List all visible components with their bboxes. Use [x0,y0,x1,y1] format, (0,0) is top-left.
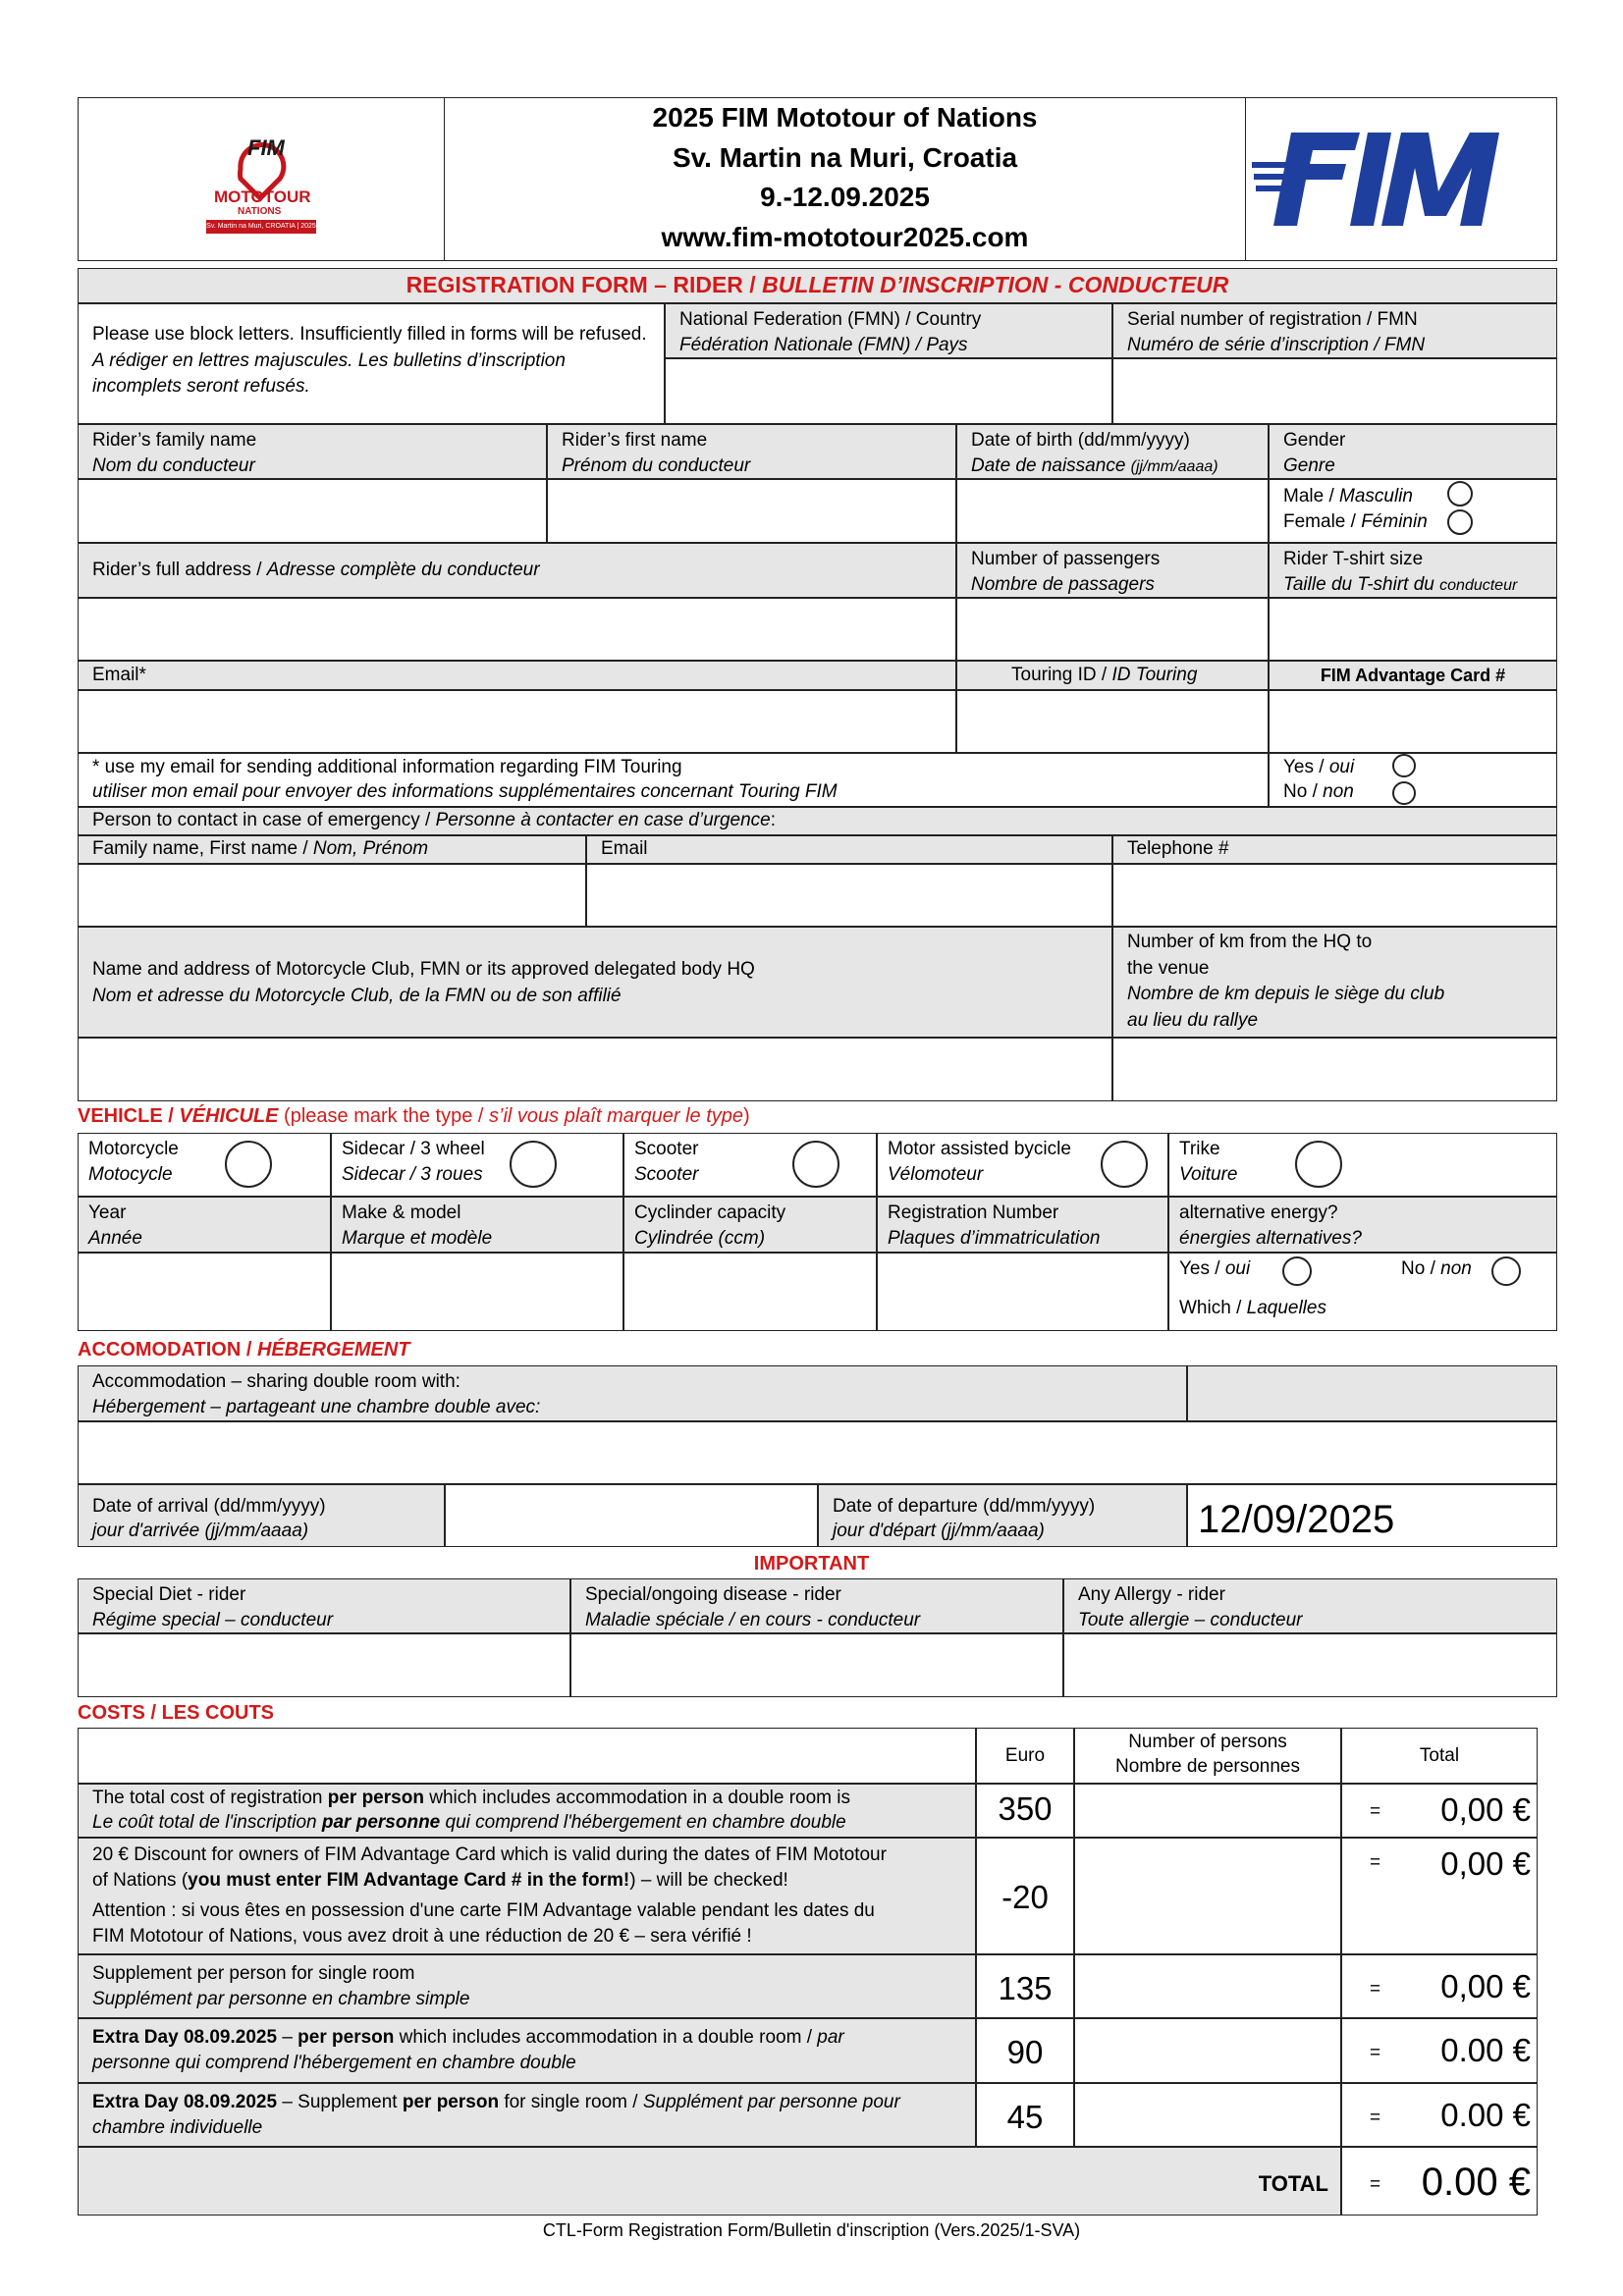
consent-no-label: No / [1283,780,1324,802]
equals-sign: = [1370,1852,1381,1873]
touring-id-input[interactable] [956,690,1269,753]
cost-text-fr: Le coût total de l'inscription [92,1811,322,1833]
emergency-phone-label: Telephone # [1112,835,1557,864]
cost-row-single-room [78,1954,976,2018]
costs-persons-header-en: Number of persons [1128,1732,1287,1752]
departure-label-fr: jour d'départ (jj/mm/aaaa) [833,1520,1045,1541]
family-name-label-fr: Nom du conducteur [92,454,255,476]
vehicle-type-label-fr: Vélomoteur [888,1163,984,1185]
passengers-label [956,543,1269,598]
vehicle-type-label-en: Scooter [634,1139,699,1159]
dob-label [956,424,1269,479]
cost-euro-extra-day-single [976,2083,1074,2147]
departure-input[interactable] [1187,1484,1557,1547]
consent-yes-label: Yes / [1283,757,1329,777]
cost-total-value: 0,00 € [1440,1845,1531,1882]
equals-sign: = [1370,2174,1381,2195]
cost-text-fr: chambre individuelle [92,2116,263,2138]
km-input[interactable] [1112,1038,1557,1101]
costs-euro-header: Euro [976,1728,1074,1784]
federation-input[interactable] [665,358,1112,424]
persons-input-extra-day-single[interactable] [1074,2083,1341,2147]
trike-radio[interactable] [1295,1141,1342,1188]
vehicle-note-fr: s’il vous plaît marquer le type [489,1105,744,1127]
vehicle-type-label-en: Trike [1179,1139,1220,1159]
costs-persons-header [1074,1728,1341,1784]
grand-total-row [78,2147,1341,2216]
persons-input-extra-day-double[interactable] [1074,2018,1341,2083]
cost-euro-value: 350 [998,1790,1053,1827]
gender-male-label-fr: Masculin [1339,486,1414,507]
grand-total-label: TOTAL [1258,2171,1328,2196]
alt-no-text [1401,1256,1472,1282]
cost-text-fr: personne qui comprend l'hébergement en chambre double [92,2052,576,2073]
equals-sign: = [1370,1979,1381,2000]
sharing-label-fr: Hébergement – partageant une chambre double avec: [92,1396,541,1417]
emergency-phone-input[interactable] [1112,864,1557,927]
federation-label [665,303,1112,358]
accommodation-heading [78,1337,410,1363]
cost-euro-extra-day-double [976,2018,1074,2083]
allergy-label-fr: Toute allergie – conducteur [1078,1609,1303,1630]
alt-no-label-fr: non [1440,1258,1472,1279]
gender-male-radio[interactable] [1447,481,1473,507]
make-label-en: Make & model [342,1202,461,1223]
event-dates: 9.-12.09.2025 [760,182,930,213]
fim-logo [1252,123,1546,236]
address-label-fr: Adresse complète du conducteur [266,560,540,580]
make-input[interactable] [331,1253,623,1331]
cost-text-bold: per person [298,2027,395,2048]
accommodation-heading-fr: HÉBERGEMENT [256,1339,410,1361]
km-label-fr2: au lieu du rallye [1127,1009,1259,1031]
cost-total-value: 0,00 € [1440,1791,1531,1828]
vehicle-note-end: ) [743,1105,750,1127]
touring-id-label [956,661,1269,690]
emergency-name-label-en: Family name, First name / [92,838,313,859]
passengers-label-en: Number of passengers [971,549,1161,569]
gender-female-label-fr: Féminin [1361,510,1428,532]
alt-which-label: Which / [1179,1298,1247,1318]
cost-text: which includes accommodation in a double room / [394,2027,818,2048]
sharing-input[interactable] [78,1421,1557,1484]
vehicle-type-label-en: Motorcycle [88,1139,179,1159]
persons-input-single-room[interactable] [1074,1954,1341,2018]
advantage-card-label: FIM Advantage Card # [1269,661,1557,690]
gender-female-radio[interactable] [1447,509,1473,535]
cost-euro-value: 90 [1006,2034,1044,2070]
address-input[interactable] [78,598,956,661]
logo-mototour-text: MOTOTOUR [214,187,311,206]
allergy-label [1063,1578,1557,1633]
equals-sign: = [1370,2108,1381,2128]
registration-number-label [877,1197,1168,1253]
mototour-logo [196,118,324,245]
diet-label [78,1578,570,1633]
cost-text-bold: you must enter FIM Advantage Card # in the form! [188,1869,630,1891]
cost-text: – [277,2027,298,2048]
cost-euro-value: -20 [1001,1879,1049,1915]
gender-label-fr: Genre [1283,454,1335,476]
cost-euro-discount [976,1838,1074,1954]
diet-label-fr: Régime special – conducteur [92,1609,334,1630]
intro-text-en: Please use block letters. Insufficiently filled in forms will be refused. [92,324,647,345]
vehicle-type-motorcycle [78,1133,331,1197]
cost-text-fr-bold: par personne [321,1811,441,1833]
logo-ribbon: Sv. Martin na Muri, CROATIA | 2025 [206,220,316,234]
disease-label-fr: Maladie spéciale / en cours - conducteur [585,1609,921,1630]
emergency-name-label-fr: Nom, Prénom [312,838,429,859]
alt-energy-label-fr: énergies alternatives? [1179,1227,1362,1249]
dob-label-en: Date of birth (dd/mm/yyyy) [971,430,1190,451]
km-label-en1: Number of km from the HQ to [1127,932,1373,952]
serial-label-en: Serial number of registration / FMN [1127,309,1418,330]
alt-yes-label: Yes / [1179,1258,1225,1279]
club-label-fr: Nom et adresse du Motorcycle Club, de la FMN ou de son affilié [92,985,622,1006]
serial-input[interactable] [1112,358,1557,424]
vehicle-heading-en: VEHICLE / [78,1105,180,1127]
tshirt-input[interactable] [1269,598,1557,661]
vehicle-type-label-fr: Scooter [634,1163,699,1185]
cost-total-extra-day-single [1341,2083,1538,2147]
sharing-label-en: Accommodation – sharing double room with: [92,1371,460,1392]
address-label-en: Rider’s full address / [92,560,267,580]
cost-text-fr: Attention : si vous êtes en possession d'une carte FIM Advantage valable pendant les dates du [92,1900,875,1922]
vehicle-type-label-fr: Motocycle [88,1163,173,1185]
event-title: 2025 FIM Mototour of Nations [652,102,1038,133]
cost-text-fr: FIM Mototour of Nations, vous avez droit à une réduction de 20 € – sera vérifié ! [92,1925,752,1947]
event-website-link[interactable]: www.fim-mototour2025.com [661,221,1029,252]
cost-text-fr: Supplément par personne en chambre simple [92,1988,470,2009]
scooter-radio[interactable] [792,1141,839,1188]
cost-total-discount [1341,1838,1538,1954]
alt-which-text [1179,1296,1326,1321]
departure-label [818,1484,1187,1547]
departure-label-en: Date of departure (dd/mm/yyyy) [833,1496,1096,1517]
tshirt-label-en: Rider T-shirt size [1283,549,1424,569]
cost-euro-value: 135 [998,1970,1053,2006]
first-name-label [547,424,956,479]
email-consent-fr: utiliser mon email pour envoyer des informations supplémentaires concernant Touring FIM [92,780,838,802]
emergency-name-input[interactable] [78,864,586,927]
arrival-label-en: Date of arrival (dd/mm/yyyy) [92,1496,326,1517]
emergency-name-label [78,835,586,864]
touring-id-label-fr: ID Touring [1111,665,1198,685]
alt-which-label-fr: Laquelles [1246,1298,1326,1318]
costs-total-header: Total [1341,1728,1538,1784]
km-label [1112,927,1557,1038]
tshirt-label-fr: Taille du T-shirt du [1283,573,1434,595]
cost-row-extra-day-double [78,2018,976,2083]
intro-instructions [78,303,665,424]
registration-number-label-fr: Plaques d’immatriculation [888,1227,1101,1249]
vehicle-note-en: (please mark the type / [278,1105,490,1127]
cost-text: The total cost of registration [92,1788,328,1808]
vehicle-type-trike [1168,1133,1557,1197]
passengers-label-fr: Nombre de passagers [971,573,1155,595]
persons-input-registration[interactable] [1074,1784,1341,1838]
arrival-label [78,1484,445,1547]
arrival-input[interactable] [445,1484,818,1547]
sharing-label [78,1365,1187,1421]
tshirt-label-fr-small: conducteur [1439,576,1518,594]
year-label [78,1197,331,1253]
make-label [331,1197,623,1253]
motorcycle-radio[interactable] [225,1141,272,1188]
cylinder-input[interactable] [623,1253,877,1331]
event-location: Sv. Martin na Muri, Croatia [672,141,1018,173]
vehicle-type-label-en: Sidecar / 3 wheel [342,1139,485,1159]
family-name-input[interactable] [78,479,547,543]
bicycle-radio[interactable] [1101,1141,1148,1188]
vehicle-type-label-fr: Voiture [1179,1163,1238,1185]
email-input[interactable] [78,690,956,753]
cost-text-fr: qui comprend l'hébergement en chambre double [440,1811,846,1833]
club-label [78,927,1112,1038]
cost-text: for single room / [499,2092,643,2112]
year-label-en: Year [88,1202,127,1223]
consent-yes-radio[interactable] [1392,754,1416,777]
form-title-fr: BULLETIN D’INSCRIPTION - CONDUCTEUR [762,272,1229,297]
year-input[interactable] [78,1253,331,1331]
first-name-label-fr: Prénom du conducteur [562,454,751,476]
alt-energy-label [1168,1197,1557,1253]
cost-text-fr: Supplément par personne pour [642,2092,900,2112]
intro-text-fr: A rédiger en lettres majuscules. Les bulletins d’inscription incomplets seront refusés. [92,349,566,398]
disease-input[interactable] [570,1633,1063,1697]
dob-label-fr: Date de naissance [971,454,1126,476]
vehicle-type-label-fr: Sidecar / 3 roues [342,1163,483,1185]
club-input[interactable] [78,1038,1112,1101]
costs-desc-header [78,1728,976,1784]
emergency-heading [78,807,1557,835]
vehicle-type-sidecar [331,1133,623,1197]
cost-total-value: 0.00 € [1440,2097,1531,2133]
cost-text: ) – will be checked! [629,1869,788,1891]
disease-label-en: Special/ongoing disease - rider [585,1584,841,1605]
costs-persons-header-fr: Nombre de personnes [1115,1755,1300,1777]
cost-total-value: 0,00 € [1440,1968,1531,2004]
gender-female-label: Female / [1283,510,1362,532]
consent-no-label-fr: non [1323,780,1354,802]
header-title [445,98,1245,257]
cost-text-bold: per person [327,1788,424,1808]
arrival-label-fr: jour d'arrivée (jj/mm/aaaa) [92,1520,309,1541]
cylinder-label-en: Cyclinder capacity [634,1202,786,1223]
gender-label [1269,424,1557,479]
logo-fim-text: FIM [247,135,285,160]
serial-label [1112,303,1557,358]
cost-row-extra-day-single [78,2083,976,2147]
cost-total-single-room [1341,1954,1538,2018]
km-label-fr1: Nombre de km depuis le siège du club [1127,984,1445,1005]
emergency-heading-fr: Personne à contacter en case d’urgence [435,810,771,830]
email-consent-en: * use my email for sending additional information regarding FIM Touring [92,757,682,777]
first-name-label-en: Rider’s first name [562,430,708,451]
cost-text: of Nations ( [92,1869,189,1891]
alt-energy-label-en: alternative energy? [1179,1202,1338,1223]
consent-no-radio[interactable] [1392,781,1416,805]
vehicle-heading [78,1103,750,1130]
serial-label-fr: Numéro de série d’inscription / FMN [1127,334,1426,355]
registration-number-input[interactable] [877,1253,1168,1331]
passengers-input[interactable] [956,598,1269,661]
form-title-bar [78,268,1557,303]
diet-input[interactable] [78,1633,570,1697]
cylinder-label [623,1197,877,1253]
emergency-email-label: Email [586,835,1112,864]
year-label-fr: Année [88,1227,142,1249]
sidecar-radio[interactable] [510,1141,557,1188]
sharing-label-extra [1187,1365,1557,1421]
fim-logo-icon [1252,123,1546,236]
logo-nations-text: NATIONS [238,206,282,217]
cost-euro-value: 45 [1006,2099,1044,2135]
dob-input[interactable] [956,479,1269,543]
costs-heading: COSTS / LES COUTS [78,1702,275,1724]
alt-yes-label-fr: oui [1224,1258,1251,1279]
alt-no-radio[interactable] [1491,1256,1521,1286]
emergency-email-input[interactable] [586,864,1112,927]
gender-male-label: Male / [1283,486,1340,507]
touring-id-label-en: Touring ID / [1011,665,1112,685]
first-name-input[interactable] [547,479,956,543]
cost-euro-registration [976,1784,1074,1838]
footer-form-id: CTL-Form Registration Form/Bulletin d'inscription (Vers.2025/1-SVA) [542,2220,1081,2240]
grand-total-value: 0.00 € [1421,2161,1531,2204]
cylinder-label-fr: Cylindrée (ccm) [634,1227,766,1249]
family-name-label-en: Rider’s family name [92,430,257,451]
persons-input-discount[interactable] [1074,1838,1341,1954]
email-consent-text [78,753,1269,807]
allergy-input[interactable] [1063,1633,1557,1697]
email-label: Email* [78,661,956,690]
cost-text-bold: per person [402,2092,500,2112]
accommodation-heading-en: ACCOMODATION / [78,1339,257,1361]
cost-total-extra-day-double [1341,2018,1538,2083]
disease-label [570,1578,1063,1633]
cost-total-value: 0.00 € [1440,2032,1531,2068]
important-heading: IMPORTANT [753,1553,870,1575]
consent-yes-label-fr: oui [1328,757,1355,777]
alt-yes-radio[interactable] [1282,1256,1312,1286]
gender-label-en: Gender [1283,430,1346,451]
km-label-en2: the venue [1127,957,1210,979]
allergy-label-en: Any Allergy - rider [1078,1584,1225,1605]
diet-label-en: Special Diet - rider [92,1584,246,1605]
header-divider-right [1245,97,1246,261]
alt-no-label: No / [1401,1258,1441,1279]
federation-label-fr: Fédération Nationale (FMN) / Pays [679,334,968,355]
advantage-card-input[interactable] [1269,690,1557,753]
registration-number-label-en: Registration Number [888,1202,1059,1223]
cost-text-bold: Extra Day 08.09.2025 [92,2027,278,2048]
departure-value: 12/09/2025 [1198,1498,1395,1541]
equals-sign: = [1370,1801,1381,1822]
equals-sign: = [1370,2043,1381,2063]
cost-euro-single-room [976,1954,1074,2018]
cost-text: 20 € Discount for owners of FIM Advantage Card which is valid during the dates of FIM Mototour [92,1844,887,1865]
cost-text: – Supplement [277,2092,403,2112]
cost-text: Supplement per person for single room [92,1963,415,1984]
vehicle-type-label-en: Motor assisted bycicle [888,1139,1071,1159]
cost-total-registration [1341,1784,1538,1838]
make-label-fr: Marque et modèle [342,1227,493,1249]
address-label [78,543,956,598]
alt-yes-text [1179,1256,1250,1282]
federation-label-en: National Federation (FMN) / Country [679,309,982,330]
tshirt-label [1269,543,1557,598]
gender-options [1269,479,1557,543]
cost-row-registration [78,1784,976,1838]
family-name-label [78,424,547,479]
club-label-en: Name and address of Motorcycle Club, FMN or its approved delegated body HQ [92,959,755,980]
emergency-heading-colon: : [770,810,777,830]
cost-text-bold: Extra Day 08.09.2025 [92,2092,278,2112]
vehicle-heading-fr: VÉHICULE [179,1105,279,1127]
cost-text-fr: par [817,2027,844,2048]
cost-text: which includes accommodation in a double room is [423,1788,850,1808]
dob-label-format: (jj/mm/aaaa) [1130,457,1218,475]
grand-total-cell [1341,2147,1538,2216]
emergency-heading-en: Person to contact in case of emergency / [92,810,436,830]
form-title-en: REGISTRATION FORM – RIDER / [406,272,763,297]
cost-row-discount [78,1838,976,1954]
